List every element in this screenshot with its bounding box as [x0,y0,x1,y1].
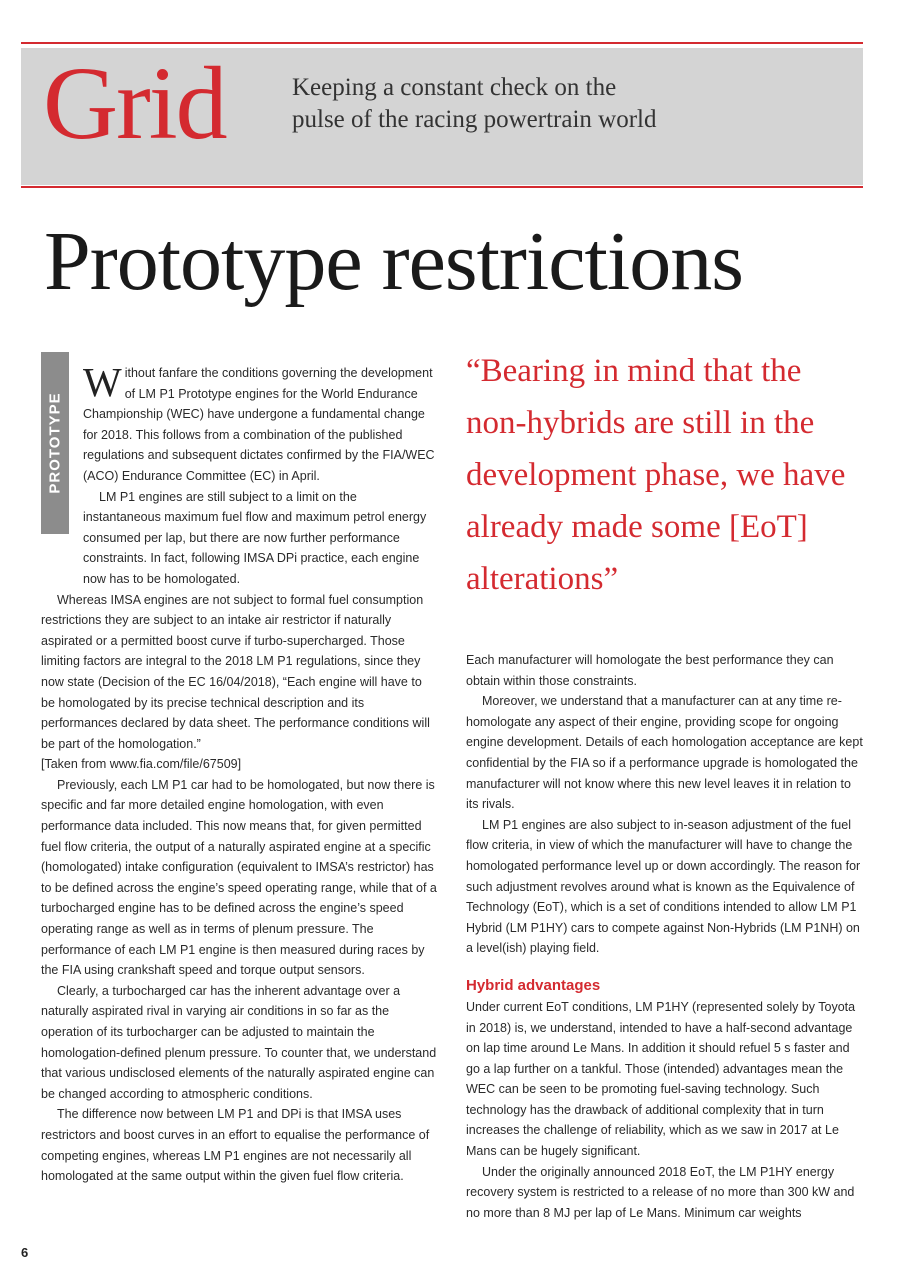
article-paragraph: Without fanfare the conditions governing the development of LM P1 Prototype engines for the World Endurance Championship (WEC) have undergone a fundamental change for 2018. This follows from a combination of the published regulations and subsequent dictates confirmed by the FIA/WEC (ACO) Endurance Committee (EC) in April. [83,359,435,483]
section-tab-label: PROTOTYPE [46,392,64,494]
pull-quote: “Bearing in mind that the non-hybrids are still in the development phase, we have already made some [EoT] alterations” [466,353,846,597]
left-column [41,359,438,1187]
article-paragraph: Clearly, a turbocharged car has the inherent advantage over a naturally aspirated rival in varying air conditions in so far as the operation of its turbocharger can be adjusted to maintain the homologation-defined plenum pressure. To counter that, we understand that various undisclosed elements of the naturally aspirated engine can be changed according to atmospheric conditions. [41,983,437,1101]
section-tagline [292,72,656,136]
article-paragraph: LM P1 engines are still subject to a limit on the instantaneous maximum fuel flow and maximum petrol energy consumed per lap, but there are now further performance constraints. In fact, following IMSA DPi practice, each engine now has to be homologated. [83,489,427,586]
article-paragraph: The difference now between LM P1 and DPi is that IMSA uses restrictors and boost curves in an effort to equalise the performance of competing engines, whereas LM P1 engines are not necessarily all homologated at the same output within the given fuel flow criteria. [41,1107,430,1184]
tagline-line-2: pulse of the racing powertrain world [292,106,657,133]
article-paragraph: Under current EoT conditions, LM P1HY (represented solely by Toyota in 2018) is, we understand, intended to have a half-second advantage on lap time around Le Mans. In addition it should refuel 5 s faster and go a lap further on a tankful. Those (intended) advantages mean the WEC can be seen to be promoting fuel-saving technology. Such technology has the drawback of additional complexity that in turn increases the challenge of reliability, which as we saw in 2017 at Le Mans can be hugely significant. [466,999,856,1159]
article-paragraph: LM P1 engines are also subject to in-season adjustment of the fuel flow criteria, in view of which the manufacturer will have to change the homologated performance level up or down accordingly. The reason for such adjustment revolves around what is known as the Equivalence of Technology (EoT), which is a set of conditions intended to allow LM P1 Hybrid (LM P1HY) cars to compete against Non-Hybrids (LM P1NH) on a level(ish) playing field. [466,817,861,956]
subheading: Hybrid advantages [466,976,601,994]
article-headline: Prototype restrictions [44,215,743,308]
article-paragraph: Each manufacturer will homologate the best performance they can obtain within those constraints. [466,653,834,688]
article-paragraph: Moreover, we understand that a manufacturer can at any time re-homologate any aspect of their engine, providing scope for ongoing engine development. Details of each homologation acceptance are kept confidential by the FIA so if a performance upgrade is homologated the manufacturer will not know where this new level leaves it in relation to its rivals. [466,694,863,812]
article-paragraph: Under the originally announced 2018 EoT, the LM P1HY energy recovery system is restricted to a release of no more than 300 kW and no more than 8 MJ per lap of Le Mans. Minimum car weights [466,1164,855,1220]
article-citation: [Taken from www.fia.com/file/67509] [41,757,242,772]
section-logo: Grid [43,46,226,161]
header-bottom-rule [21,186,863,188]
page-number: 6 [21,1245,29,1260]
article-paragraph: Whereas IMSA engines are not subject to formal fuel consumption restrictions they are subject to an intake air restrictor if naturally aspirated or a permitted boost curve if turbo-supercharged. Those limiting factors are integral to the 2018 LM P1 regulations, since they now state (Decision of the EC 16/04/2018), “Each engine will have to be homologated by its precise technical description and its performances declared by data sheet. The performance conditions will be part of the homologation.” [41,592,430,751]
article-paragraph: Previously, each LM P1 car had to be homologated, but now there is specific and far more detailed engine homologation, with even performance data included. This now means that, for given permitted fuel flow criteria, the output of a naturally aspirated engine at a specific (homologated) intake configuration (equivalent to IMSA’s restrictor) has to be defined across the engine’s speed operating range, while that of a turbocharged engine has to be defined across the engine’s speed operating range as well as in terms of plenum pressure. The performance of each LM P1 engine is then measured during races by the FIA using crankshaft speed and torque output sensors. [41,777,437,978]
tagline-line-1: Keeping a constant check on the [292,74,617,101]
header-top-rule [21,42,863,44]
right-column [466,650,863,1223]
drop-cap: W [83,359,122,405]
